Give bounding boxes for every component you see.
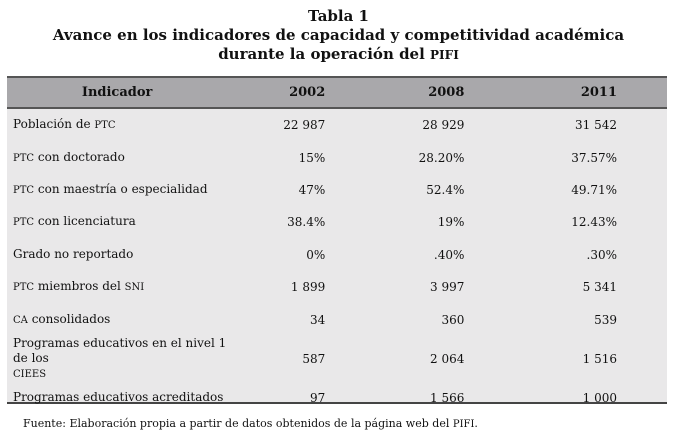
table-row bbox=[7, 174, 667, 206]
value-2008: 2 064 bbox=[430, 351, 465, 366]
value-2011: 539 bbox=[594, 312, 617, 327]
value-2002: 1 899 bbox=[290, 280, 326, 295]
row-label-abbr: PTC bbox=[13, 217, 35, 229]
value-2011: .30% bbox=[586, 247, 617, 262]
table-row bbox=[7, 206, 667, 238]
row-label-text: consolidados bbox=[27, 311, 111, 326]
source-suffix: . bbox=[474, 417, 478, 430]
value-2002: 15% bbox=[298, 150, 326, 165]
value-2008: 19% bbox=[437, 215, 465, 230]
value-2008: .40% bbox=[433, 247, 465, 262]
table-subtitle-line1: Avance en los indicadores de capacidad y competitividad académica bbox=[52, 26, 625, 44]
value-2011: 31 542 bbox=[575, 118, 617, 133]
value-2002: 34 bbox=[309, 312, 326, 327]
value-2008: 1 566 bbox=[430, 390, 465, 405]
value-2002: 0% bbox=[306, 247, 326, 262]
row-label-text: Grado no reportado bbox=[13, 247, 134, 262]
row-label-abbr: PTC bbox=[13, 184, 35, 196]
header-2002: 2002 bbox=[289, 85, 326, 100]
table-row bbox=[7, 303, 667, 335]
header-2011: 2011 bbox=[580, 85, 617, 100]
row-label bbox=[7, 206, 227, 238]
table-row bbox=[7, 382, 667, 414]
value-2011: 1 000 bbox=[582, 390, 617, 405]
data-table bbox=[7, 76, 667, 414]
row-label-text: Población de bbox=[13, 117, 95, 132]
row-label-text: Programas educativos acreditados bbox=[13, 390, 224, 405]
value-2011: 1 516 bbox=[582, 351, 617, 366]
value-2011: 5 341 bbox=[582, 280, 617, 295]
value-2008: 3 997 bbox=[430, 280, 465, 295]
source-abbr: PIFI bbox=[452, 419, 475, 430]
value-2011: 12.43% bbox=[571, 215, 617, 230]
row-label bbox=[7, 141, 227, 173]
value-2002: 38.4% bbox=[287, 215, 326, 230]
row-label-abbr: CIEES bbox=[13, 368, 47, 380]
row-label-text: Programas educativos en el nivel 1 de los bbox=[13, 335, 227, 365]
table-subtitle-line2 bbox=[0, 45, 677, 65]
table-caption bbox=[0, 0, 677, 65]
row-label bbox=[7, 382, 227, 414]
table-header-row bbox=[7, 77, 667, 108]
row-label-text: con licenciatura bbox=[34, 214, 136, 229]
subtitle-abbr: PIFI bbox=[430, 48, 459, 62]
row-label bbox=[7, 336, 227, 382]
source-text: Fuente: Elaboración propia a partir de datos obtenidos de la página web del bbox=[23, 417, 453, 430]
row-label bbox=[7, 239, 227, 271]
value-2008: 360 bbox=[441, 312, 465, 327]
row-label-text: con maestría o especialidad bbox=[34, 181, 208, 196]
value-2008: 52.4% bbox=[426, 182, 465, 197]
table-row bbox=[7, 336, 667, 382]
value-2002: 97 bbox=[309, 390, 326, 405]
row-label-abbr: PTC bbox=[94, 120, 116, 132]
table-body bbox=[7, 108, 667, 414]
header-indicador: Indicador bbox=[81, 85, 153, 100]
value-2011: 37.57% bbox=[571, 150, 617, 165]
header-2008: 2008 bbox=[428, 85, 465, 100]
source-note bbox=[23, 417, 478, 430]
table-row bbox=[7, 108, 667, 141]
value-2008: 28.20% bbox=[418, 150, 465, 165]
value-2002: 587 bbox=[302, 351, 326, 366]
row-label-abbr: CA bbox=[13, 314, 28, 326]
table-row bbox=[7, 141, 667, 173]
row-label bbox=[7, 303, 227, 335]
row-label-abbr: PTC bbox=[13, 282, 35, 294]
subtitle-line2-text: durante la operación del bbox=[218, 45, 431, 63]
row-label-abbr: SNI bbox=[124, 282, 145, 294]
table-row bbox=[7, 271, 667, 303]
value-2002: 22 987 bbox=[283, 118, 326, 133]
row-label bbox=[7, 271, 227, 303]
value-2002: 47% bbox=[298, 182, 326, 197]
row-label-text: miembros del bbox=[34, 279, 125, 294]
row-label-abbr: PTC bbox=[13, 152, 35, 164]
table-title: Tabla 1 bbox=[307, 7, 369, 25]
row-label bbox=[7, 108, 227, 141]
data-table-container bbox=[7, 76, 667, 404]
row-label-text: con doctorado bbox=[34, 149, 125, 164]
row-label bbox=[7, 174, 227, 206]
value-2008: 28 929 bbox=[422, 118, 465, 133]
table-row bbox=[7, 239, 667, 271]
value-2011: 49.71% bbox=[571, 182, 617, 197]
